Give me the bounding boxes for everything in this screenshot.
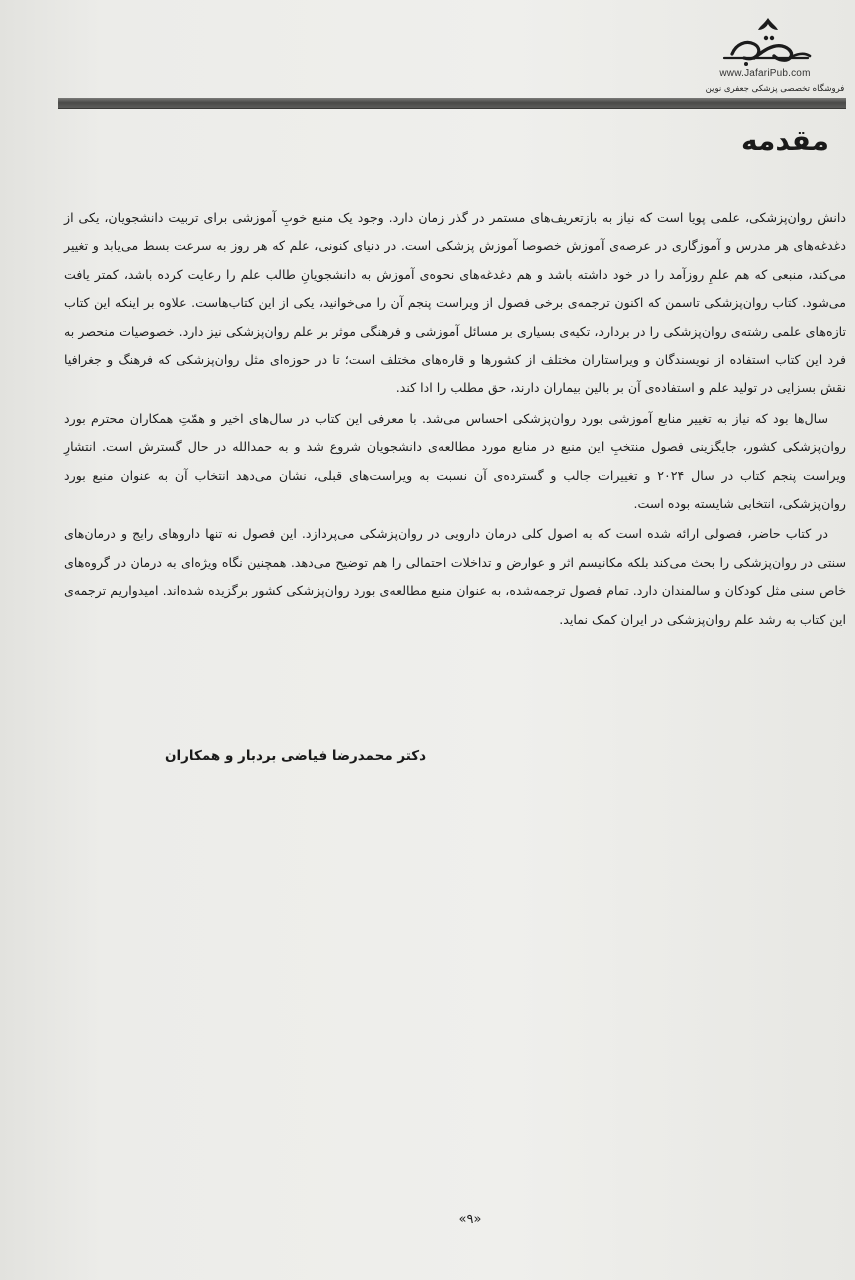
- page-number: «۹»: [458, 1212, 482, 1227]
- publisher-store-name: فروشگاه تخصصی پزشکی جعفری نوین: [705, 84, 845, 94]
- page-title: مقدمه: [741, 124, 829, 157]
- paragraph-3: در کتاب حاضر، فصولی ارائه شده است که به اصول کلی درمان دارویی در روان‌پزشکی می‌پردازد. این فصول نه تنها داروهای رایج و درمان‌های سنتی در روان‌پزشکی را بحث می‌کند بلکه مکانیسم اثر و عوارض و تداخلات احتمالی را هم توضیح می‌دهد. همچنین نگاه ویژه‌ای به درمان در گروه‌های خاص سنی مثل کودکان و سالمندان دارد. تمام فصول ترجمه‌شده، به عنوان منبع مطالعه‌ی بورد روان‌پزشکی کشور برگزیده شده‌اند. امیدواریم ترجمه‌ی این کتاب به رشد علم روان‌پزشکی در ایران کمک نماید.: [64, 526, 846, 627]
- publisher-logo-block: [690, 14, 845, 94]
- paragraph-2: سال‌ها بود که نیاز به تغییر منابع آموزشی بورد روان‌پزشکی احساس می‌شد. با معرفی این کتاب در سال‌های اخیر و همّتِ همکاران محترم بورد روان‌پزشکی کشور، جایگزینی فصول منتخبِ این منبع در منابع مورد مطالعه‌ی دانشجویان شروع شد و به حمدالله در حال گسترش است. انتشارِ ویراست پنجم کتاب در سال ۲۰۲۴ و تغییرات جالب و گسترده‌ی آن نسبت به ویراست‌های قبلی، نشان می‌دهد انتخاب آن به عنوان منبع بورد روان‌پزشکی، انتخابی شایسته بوده است.: [64, 410, 846, 512]
- header-divider-bar: [58, 98, 846, 109]
- author-signature: دکتر محمدرضا فیاضی بردبار و همکاران: [165, 748, 427, 764]
- paragraph-1: دانش روان‌پزشکی، علمی پویا است که نیاز به بازتعریف‌های مستمر در گذر زمان دارد. وجود یک منبع خوبِ آموزشی برای تربیت دانشجویان، یکی از دغدغه‌های هر مدرس و آموزگاری در عرصه‌ی آموزش خصوصا آموزش پزشکی است. در دنیای کنونی، علم که هر روز به سرعت بسط می‌یابد و تغییر می‌کند، منبعی که هم علمِ روزآمد را در خود داشته باشد و هم دغدغه‌های نحوه‌ی آموزش به دانشجویانِ طالب علم را رعایت کرده باشد، کمتر یافت می‌شود. کتاب روان‌پزشکی تاسمن که اکنون ترجمه‌ی برخی فصول از ویراست پنجم آن را می‌خوانید، یکی از این کتاب‌هاست. علاوه بر اینکه این کتاب تازه‌های علمی رشته‌ی روان‌پزشکی را در بردارد، تکیه‌ی بسیاری بر مسائل آموزشی و فرهنگی موثر بر علم روان‌پزشکی نیز دارد. خصوصیات منحصر به فرد این کتاب استفاده از نویسندگان و ویراستاران مختلف از کشورها و قاره‌های مختلف است؛ تا در حوزه‌ای مثل روان‌پزشکی که فرهنگ و جغرافیا نقش بسزایی در تولید علم و استفاده‌ی آن بر بالین بیماران دارند، حق مطلب را ادا کند.: [64, 210, 846, 396]
- publisher-url: www.JafariPub.com: [719, 68, 811, 79]
- preface-body: [64, 204, 846, 634]
- jafaripub-logo-icon: [710, 14, 820, 70]
